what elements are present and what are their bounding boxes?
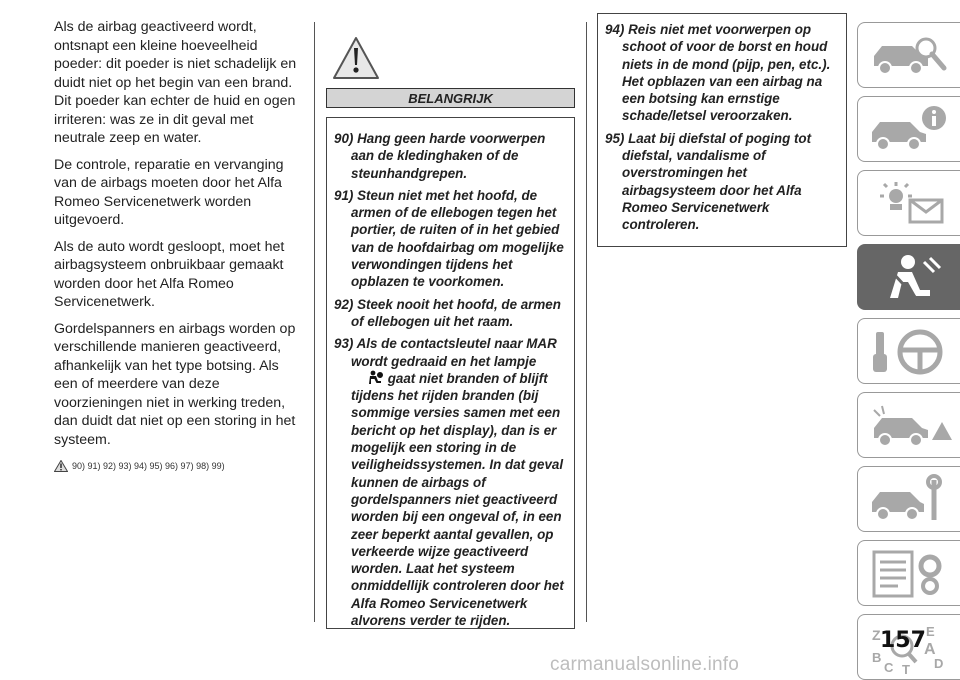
- note-item: 90) Hang geen harde voorwerpen aan de kledinghaken of de steunhandgrepen.: [334, 131, 546, 181]
- important-notes-box: [326, 117, 575, 629]
- car-search-icon: [868, 30, 952, 82]
- technical-data-icon: [868, 548, 952, 600]
- tab-car-search[interactable]: [857, 22, 960, 88]
- note-text: gaat niet branden of blijft tijdens het rijden branden (bij sommige versies samen met een bericht op het display), dan is er mogelijk een storing in de veiligheidssystemen. In dat geval kunnen de airbags of gordelspanners niet geactiveerd worden bij een ongeval of, in een zeer beperkt aantal gevallen, op verkeerde wijze geactiveerd worden. Laat het systeem onmiddellijk controleren door het Alfa Romeo Servicenetwerk alvorens verder te rijden.: [351, 370, 564, 629]
- paragraph: Als de auto wordt gesloopt, moet het airbagsysteem onbruikbaar gemaakt worden door het Alfa Romeo Servicenetwerk.: [54, 238, 285, 310]
- svg-text:D: D: [934, 656, 944, 671]
- svg-text:A: A: [924, 641, 936, 658]
- note-item: 94) Reis niet met voorwerpen op schoot of voor de borst en houd niets in de mond (pijp, pen, etc.). Het opblazen van een airbag na een botsing kan ernstige schade/letsel veroorzaken.: [605, 22, 831, 124]
- reference-list: 90) 91) 92) 93) 94) 95) 96) 97) 98) 99): [72, 461, 225, 471]
- note-item-93: [334, 335, 566, 629]
- important-header: BELANGRIJK: [326, 88, 575, 108]
- body-text-column: [54, 18, 302, 476]
- paragraph: Als de airbag geactiveerd wordt, ontsnapt een kleine hoeveelheid poeder: dit poeder is niet schadelijk en duidt niet op het begin van een brand. Dit poeder kan echter de huid en ogen irriteren: was ze in dit geval met neutrale zeep en water.: [54, 19, 297, 146]
- tab-safety[interactable]: [857, 244, 960, 310]
- tab-car-info[interactable]: [857, 96, 960, 162]
- tab-emergency[interactable]: [857, 392, 960, 458]
- column-divider: [586, 22, 587, 622]
- note-item: 95) Laat bij diefstal of poging tot diefstal, vandalisme of overstromingen het airbagsysteem door het Alfa Romeo Servicenetwerk controleren.: [605, 130, 812, 233]
- car-info-icon: [868, 104, 952, 156]
- tab-technical-data[interactable]: [857, 540, 960, 606]
- page-number: 157: [880, 628, 926, 653]
- airbag-warning-icon: [368, 370, 384, 385]
- car-maintenance-icon: [868, 474, 952, 526]
- tab-maintenance[interactable]: [857, 466, 960, 532]
- key-steering-wheel-icon: [868, 326, 952, 378]
- safety-seatbelt-icon: [868, 252, 952, 304]
- warning-triangle-icon: [332, 36, 380, 80]
- svg-text:Z: Z: [872, 627, 881, 643]
- tab-warning-lights[interactable]: [857, 170, 960, 236]
- svg-text:T: T: [902, 662, 910, 674]
- svg-text:C: C: [884, 660, 894, 674]
- tab-starting-driving[interactable]: [857, 318, 960, 384]
- paragraph: De controle, reparatie en vervanging van de airbags moeten door het Alfa Romeo Servicenetwerk worden uitgevoerd.: [54, 156, 284, 228]
- watermark: carmanualsonline.info: [550, 654, 740, 675]
- svg-text:B: B: [872, 650, 882, 665]
- warning-lights-icon: [868, 178, 952, 230]
- note-text: 93) Als de contactsleutel naar MAR wordt gedraaid en het lampje: [334, 336, 557, 369]
- warning-references: [54, 457, 302, 476]
- note-item: 92) Steek nooit het hoofd, de armen of ellebogen uit het raam.: [334, 296, 561, 329]
- note-item: 91) Steun niet met het hoofd, de armen of de ellebogen tegen het portier, de ruiten of in het gebied van de hoofdairbag om mogelijke verwondingen tijdens het opblazen te voorkomen.: [334, 187, 564, 290]
- important-notes-box: [597, 13, 847, 247]
- car-breakdown-icon: [868, 400, 952, 452]
- svg-text:E: E: [926, 624, 935, 639]
- paragraph: Gordelspanners en airbags worden op verschillende manieren geactiveerd, afhankelijk van het type botsing. Als een of meerdere van deze voorzieningen niet in werking treden, dan duidt dat niet op een storing in het systeem.: [54, 320, 296, 448]
- warning-triangle-icon: [54, 460, 68, 472]
- column-divider: [314, 22, 315, 622]
